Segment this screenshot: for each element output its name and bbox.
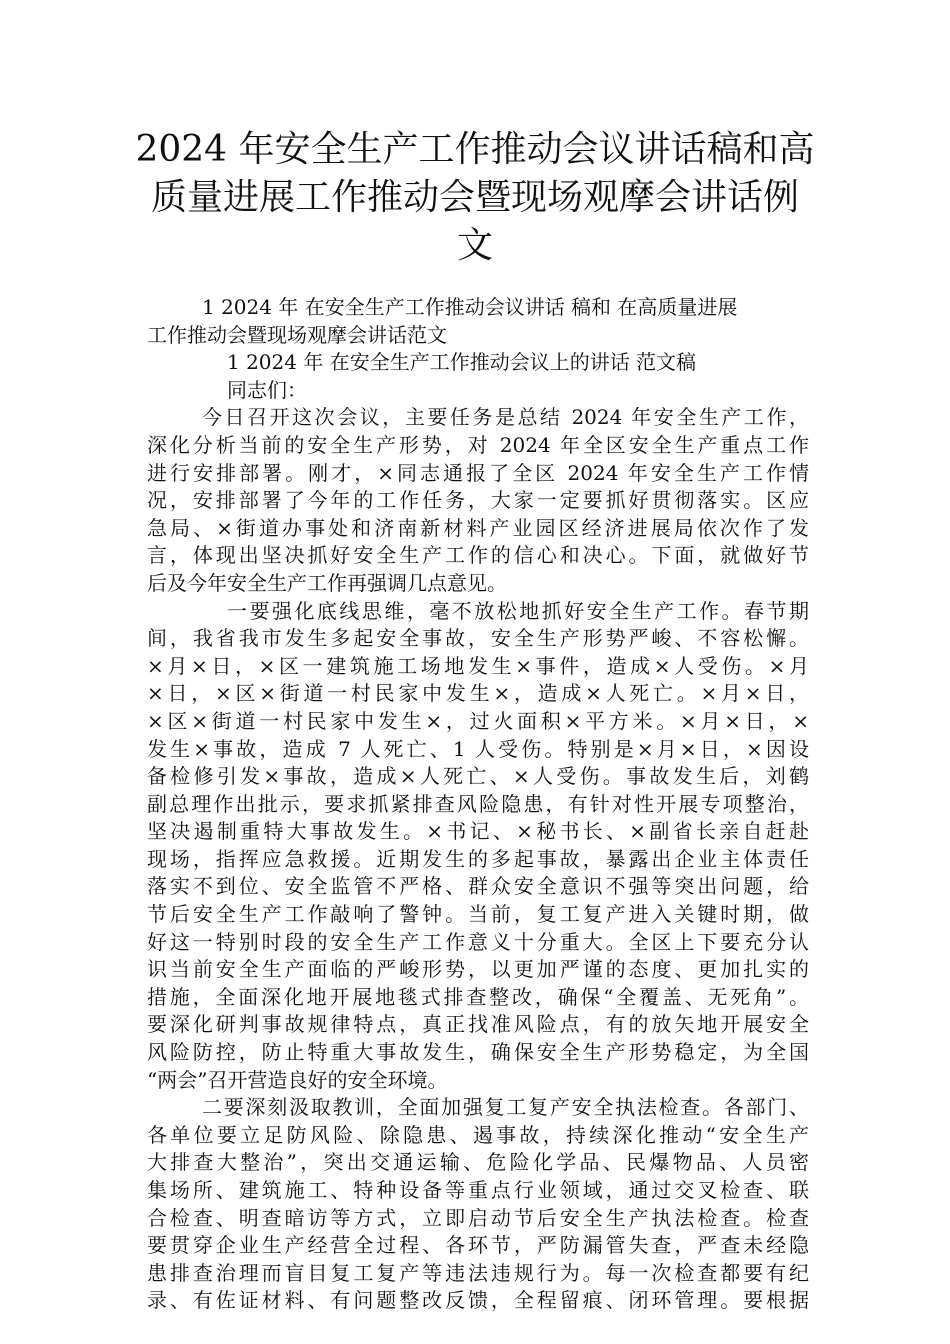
- body-text-line: 工作推动会暨现场观摩会讲话范文: [147, 322, 447, 347]
- body-text-line: ×区×街道一村民家中发生×，过火面积×平方米。×月×日，×: [147, 708, 809, 733]
- title-line: 质量进展工作推动会暨现场观摩会讲话例: [150, 177, 799, 218]
- body-text-line: 1 2024 年 在安全生产工作推动会议讲话 稿和 在高质量进展: [202, 295, 738, 319]
- body-text-line: 二要深刻汲取教训，全面加强复工复产安全执法检查。各部门、: [202, 1095, 809, 1120]
- body-text-line: 言，体现出坚决抓好安全生产工作的信心和决心。下面，就做好节: [147, 543, 809, 568]
- body-text-line: 坚决遏制重特大事故发生。×书记、×秘书长、×副省长亲自赶赴: [147, 819, 809, 844]
- body-text-line: 发生×事故，造成 7 人死亡、1 人受伤。特别是×月×日，×因设: [147, 736, 809, 761]
- title-line: 文: [456, 225, 493, 266]
- body-text-line: 要贯穿企业生产经营全过程、各环节，严防漏管失查，严查未经隐: [147, 1233, 809, 1258]
- body-text-line: ×月×日，×区一建筑施工场地发生×事件，造成×人受伤。×月: [147, 653, 809, 678]
- body-text-line: 今日召开这次会议，主要任务是总结 2024 年安全生产工作，: [202, 405, 809, 430]
- body-text-line: 患排查治理而盲目复工复产等违法违规行为。每一次检查都要有纪: [147, 1260, 809, 1285]
- body-text-line: 间，我省我市发生多起安全事故，安全生产形势严峻、不容松懈。: [147, 626, 809, 651]
- body-text-line: 识当前安全生产面临的严峻形势，以更加严谨的态度、更加扎实的: [147, 957, 809, 982]
- body-text-line: 急局、×街道办事处和济南新材料产业园区经济进展局依次作了发: [147, 515, 809, 540]
- body-text-line: 风险防控，防止特重大事故发生，确保安全生产形势稳定，为全国: [147, 1040, 809, 1065]
- body-text-line: 况，安排部署了今年的工作任务，大家一定要抓好贯彻落实。区应: [147, 488, 809, 513]
- body-text-line: 深化分析当前的安全生产形势，对 2024 年全区安全生产重点工作: [147, 432, 809, 457]
- title-line: 2024 年安全生产工作推动会议讲话稿和高: [135, 129, 815, 170]
- body-text-line: 现场，指挥应急救援。近期发生的多起事故，暴露出企业主体责任: [147, 846, 809, 871]
- body-text-line: 同志们：: [227, 377, 307, 402]
- body-text-line: 副总理作出批示，要求抓紧排查风险隐患，有针对性开展专项整治，: [147, 791, 809, 816]
- body-text-line: 进行安排部署。刚才，×同志通报了全区 2024 年安全生产工作情: [147, 460, 809, 485]
- body-text-line: 备检修引发×事故，造成×人死亡、×人受伤。事故发生后，刘鹤: [147, 764, 809, 789]
- body-text-line: 一要强化底线思维，毫不放松地抓好安全生产工作。春节期: [227, 598, 809, 623]
- body-text-line: 大排查大整治”，突出交通运输、危险化学品、民爆物品、人员密: [147, 1150, 809, 1175]
- body-text-line: 录、有佐证材料、有问题整改反馈，全程留痕、闭环管理。要根据: [147, 1288, 809, 1313]
- body-text-line: “两会”召开营造良好的安全环境。: [147, 1067, 448, 1092]
- body-text-line: 要深化研判事故规律特点，真正找准风险点，有的放矢地开展安全: [147, 1012, 809, 1037]
- document-title: [120, 126, 830, 270]
- body-text-line: 落实不到位、安全监管不严格、群众安全意识不强等突出问题，给: [147, 874, 809, 899]
- body-text-line: 各单位要立足防风险、除隐患、遏事故，持续深化推动“安全生产: [147, 1122, 809, 1147]
- body-text-line: 措施，全面深化地开展地毯式排查整改，确保“全覆盖、无死角”。: [147, 984, 809, 1009]
- body-text-line: 1 2024 年 在安全生产工作推动会议上的讲话 范文稿: [227, 350, 697, 375]
- body-text-line: 好这一特别时段的安全生产工作意义十分重大。全区上下要充分认: [147, 929, 809, 954]
- document-body: [147, 294, 809, 1315]
- body-text-line: 合检查、明查暗访等方式，立即启动节后安全生产执法检查。检查: [147, 1205, 809, 1230]
- body-text-line: 节后安全生产工作敲响了警钟。当前，复工复产进入关键时期，做: [147, 902, 809, 927]
- body-text-line: 集场所、建筑施工、特种设备等重点行业领域，通过交叉检查、联: [147, 1178, 809, 1202]
- body-text-line: ×日，×区×街道一村民家中发生×，造成×人死亡。×月×日，: [147, 681, 809, 706]
- body-text-line: 后及今年安全生产工作再强调几点意见。: [147, 570, 507, 595]
